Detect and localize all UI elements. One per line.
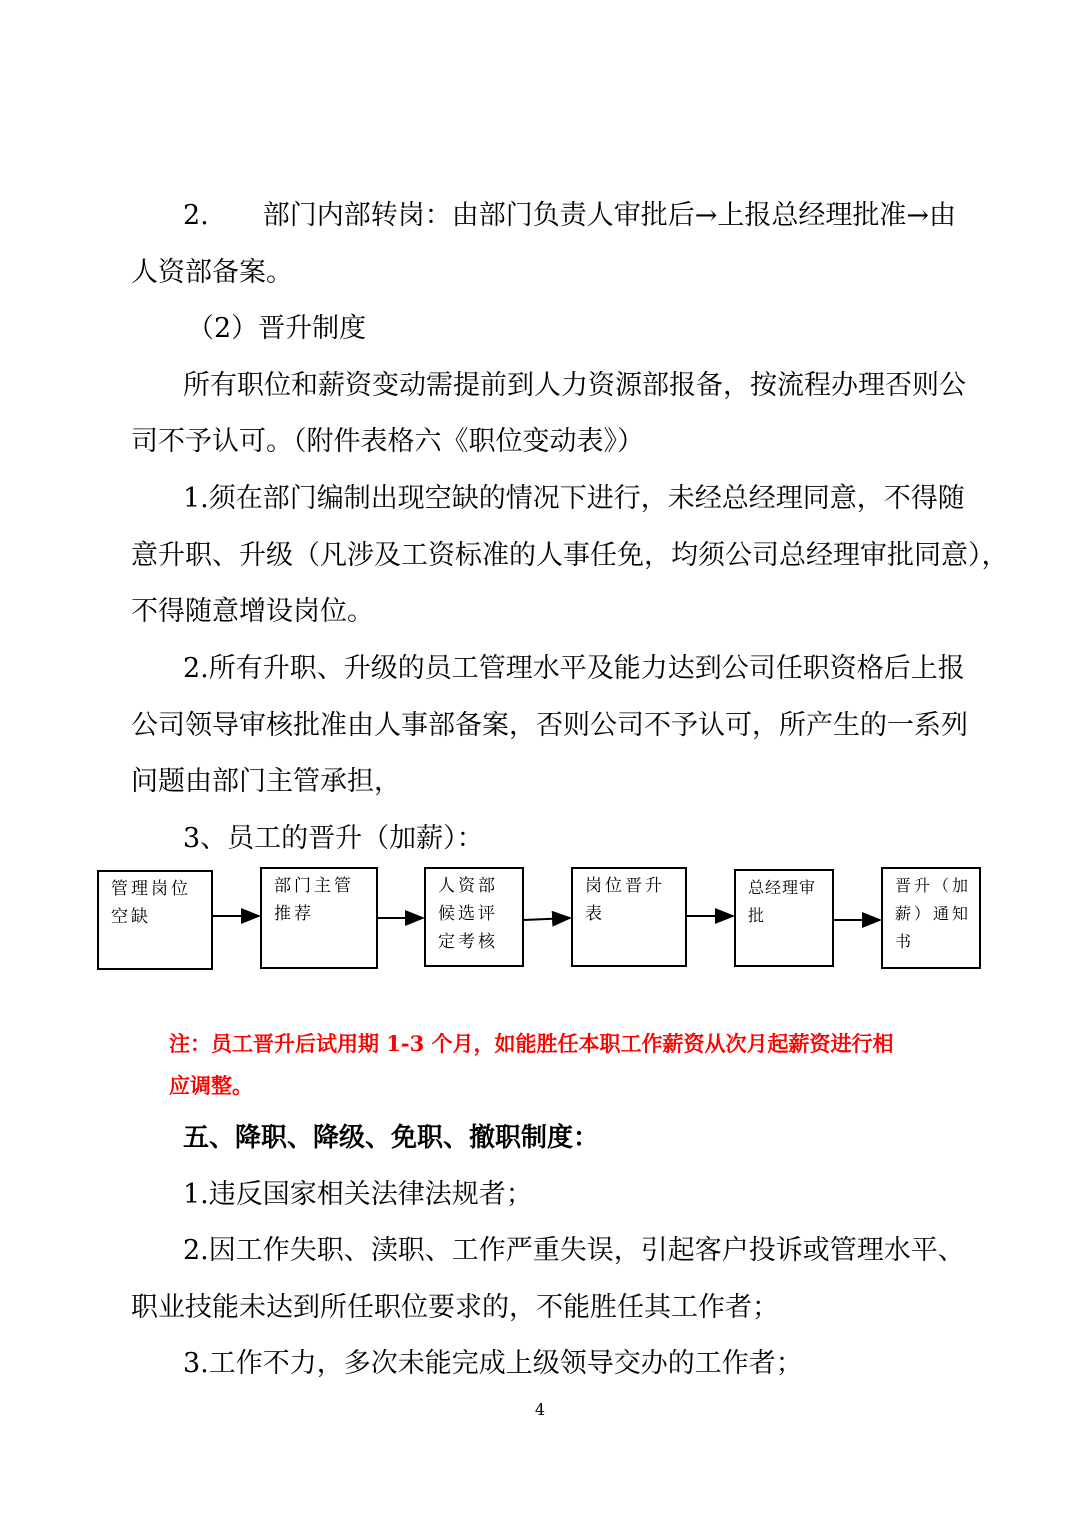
paragraph-promotion-flow-title: 3、员工的晋升（加薪）： (183, 823, 484, 854)
paragraph-rule1-line3: 不得随意增设岗位。 (131, 596, 374, 627)
subheading-promotion-system: （2）晋升制度 (187, 313, 367, 344)
paragraph-rule2-line2: 公司领导审核批准由人事部备案，否则公司不予认可，所产生的一系列 (131, 710, 968, 741)
paragraph-changes-line2: 司不予认可。（附件表格六《职位变动表》） (131, 426, 644, 457)
section5-item2-line1: 2.因工作失职、渎职、工作严重失误，引起客户投诉或管理水平、 (183, 1235, 965, 1266)
page-number: 4 (534, 1400, 546, 1419)
flow-step-gm-approval: 总经理审批 (734, 869, 834, 967)
flow-step-recommend: 部门主管推荐 (260, 867, 378, 969)
section5-item2-line2: 职业技能未达到所任职位要求的，不能胜任其工作者； (131, 1292, 779, 1323)
section5-item1: 1.违反国家相关法律法规者； (183, 1179, 533, 1210)
flow-step-notice: 晋升（加薪）通知书 (881, 867, 981, 969)
flow-step-promotion-form: 岗位晋升表 (571, 867, 687, 967)
paragraph-rule1-line2: 意升职、升级（凡涉及工资标准的人事任免，均须公司总经理审批同意）， (131, 540, 1009, 571)
paragraph-rule2-line1: 2.所有升职、升级的员工管理水平及能力达到公司任职资格后上报 (183, 653, 965, 684)
paragraph-rule2-line3: 问题由部门主管承担， (131, 766, 401, 797)
flow-step-vacancy: 管理岗位空缺 (97, 870, 213, 970)
section5-item3: 3.工作不力，多次未能完成上级领导交办的工作者； (183, 1348, 803, 1379)
paragraph-dept-transfer-line1: 2. 部门内部转岗：由部门负责人审批后→上报总经理批准→由 (183, 200, 957, 231)
section5-heading: 五、降职、降级、免职、撤职制度： (183, 1123, 600, 1153)
note-probation-line2: 应调整。 (169, 1073, 253, 1098)
paragraph-rule1-line1: 1.须在部门编制出现空缺的情况下进行，未经总经理同意，不得随 (183, 483, 965, 514)
paragraph-changes-line1: 所有职位和薪资变动需提前到人力资源部报备，按流程办理否则公 (183, 370, 966, 401)
flow-arrow-3 (524, 918, 570, 920)
paragraph-dept-transfer-line2: 人资部备案。 (131, 257, 293, 288)
flow-step-hr-evaluation: 人资部候选评定考核 (424, 867, 524, 967)
note-probation-line1: 注：员工晋升后试用期 1-3 个月，如能胜任本职工作薪资从次月起薪资进行相 (169, 1031, 894, 1056)
